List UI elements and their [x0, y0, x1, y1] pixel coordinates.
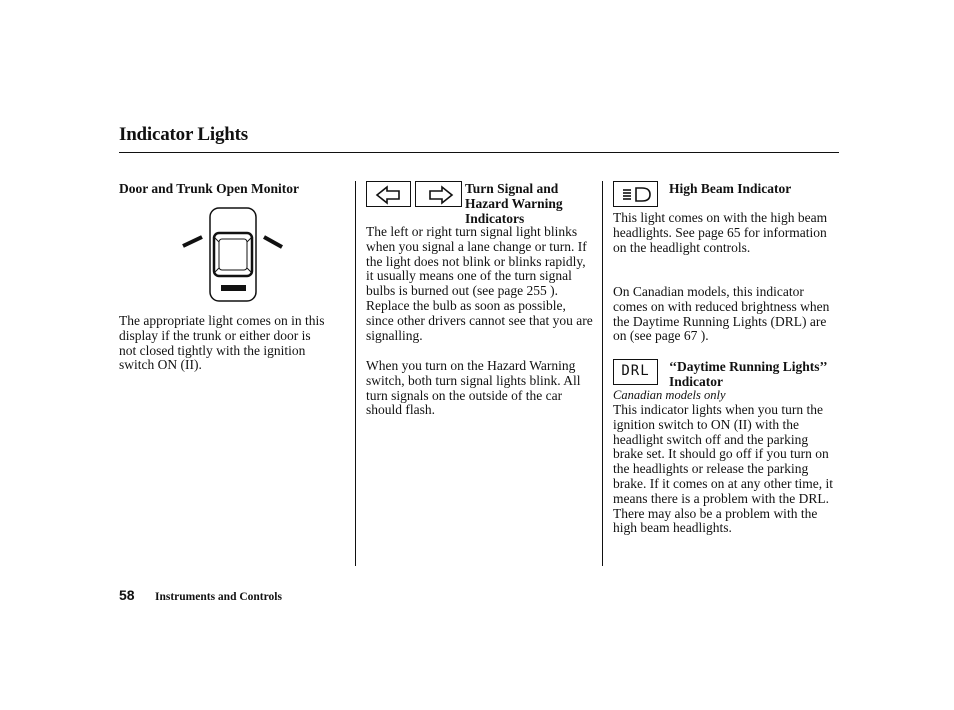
car-top-view-icon	[178, 205, 288, 305]
hazard-body: When you turn on the Hazard Warning switch, both turn signal lights blink. All turn signals on the outside of the car should flash.	[366, 358, 581, 418]
page-number: 58	[119, 587, 135, 603]
page-title: Indicator Lights	[119, 124, 248, 145]
section-footer: Instruments and Controls	[155, 591, 282, 603]
title-rule	[119, 152, 839, 153]
drl-label: DRL	[621, 363, 650, 379]
right-arrow-icon	[415, 181, 462, 207]
door-trunk-heading: Door and Trunk Open Monitor	[119, 181, 300, 196]
column-divider-2	[602, 181, 603, 566]
drl-heading: ‘‘Daytime Running Lights’’ Indicator	[669, 359, 827, 389]
turn-signal-body: The left or right turn signal light blinks when you signal a lane change or turn. If the light does not blink or blinks rapidly, it usually means one of the turn signal bulbs is burned out (see page 255 ). Replace the bulb as soon as possible, since other drivers cannot see that you are signalling.	[366, 224, 593, 343]
drl-body: This indicator lights when you turn the ignition switch to ON (II) with the headlight switch off and the parking brake set. It should go off if you turn on the headlights or release the parking brake. If it comes on at any other time, it means there is a problem with the DRL. There may also be a problem with the high beam headlights.	[613, 402, 834, 536]
door-trunk-body: The appropriate light comes on in this display if the trunk or either door is not closed tightly with the ignition switch ON (II).	[119, 313, 325, 373]
turn-signal-heading: Turn Signal and Hazard Warning Indicators	[465, 181, 563, 226]
drl-indicator-icon	[613, 359, 658, 385]
canadian-brightness-body: On Canadian models, this indicator comes on with reduced brightness when the Daytime Running Lights (DRL) are on (see page 67 ).	[613, 284, 830, 344]
high-beam-heading: High Beam Indicator	[669, 181, 792, 196]
column-divider-1	[355, 181, 356, 566]
canadian-models-note: Canadian models only	[613, 388, 726, 402]
left-arrow-icon	[366, 181, 411, 207]
high-beam-icon	[613, 181, 658, 207]
high-beam-body: This light comes on with the high beam headlights. See page 65 for information on the headlight controls.	[613, 210, 828, 255]
